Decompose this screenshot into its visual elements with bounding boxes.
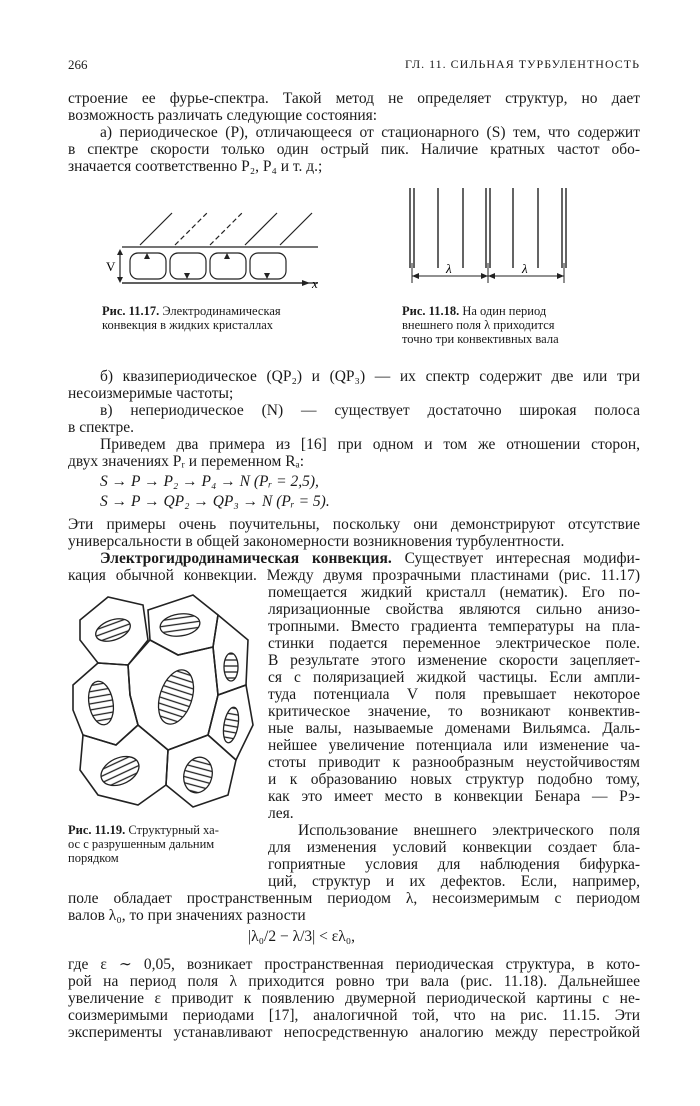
text-line: стоты приводит к разнообразным неустойчивостям <box>268 754 640 771</box>
text-line: гоприятные условия для наблюдения бифурка- <box>268 856 640 873</box>
text-line: значается соответственно P₂, P₄ и т. д.; <box>68 158 323 175</box>
text-line: б) квазипериодическое (QP₂) и (QP₃) — их спектр содержит две или три <box>100 368 640 385</box>
fig18-lambda-2: λ <box>522 261 528 276</box>
text-line: эксперименты устанавливают непосредственную аналогию между перестройкой <box>68 1024 640 1041</box>
text-line: поле обладает пространственным периодом λ, несоизмеримым с периодом <box>68 890 640 907</box>
text-line: помещается жидкий кристалл (нематик). Его по- <box>268 584 640 601</box>
text-line: стинки подается переменное электрическое поле. <box>268 635 640 652</box>
text-line: валов λ₀, то при значениях разности <box>68 907 306 924</box>
fig17-caption: Рис. 11.17. Электродинамическая конвекция в жидких кристаллах <box>102 304 281 332</box>
text-line: в) непериодическое (N) — существует достаточно широкая полоса <box>100 402 640 419</box>
fig17-label-v: V <box>106 259 116 274</box>
text-line: нейшее увеличение потенциала или изменение ча- <box>268 737 640 754</box>
text-line: где ε ∼ 0,05, возникает пространственная периодическая структура, в кото- <box>68 956 640 973</box>
text-line: двух значениях Pᵣ и переменном Rₐ: <box>68 453 305 470</box>
figure-11-19 <box>68 585 260 815</box>
text-line: и к образованию новых структур подобно тому, <box>268 771 640 788</box>
fig19-caption: Рис. 11.19. Структурный ха- ос с разрушенным дальним порядком <box>68 823 219 865</box>
text-line: ные валы, называемые доменами Вильямса. Даль- <box>268 720 640 737</box>
text-line: соизмеримыми периодами [17], аналогичной той, что на рис. 11.15. Эти <box>68 1007 640 1024</box>
text-line: лея. <box>268 805 294 822</box>
formula-line: |λ₀/2 − λ/3| < ελ₀, <box>248 928 356 945</box>
figure-11-17 <box>100 205 330 297</box>
fig17-label-x: x <box>312 276 318 291</box>
text-line: для изменения условий конвекции создает бла- <box>268 839 640 856</box>
section-heading: Электрогидродинамическая конвекция. <box>100 550 392 567</box>
text-line: универсальности в общей закономерности возникновения турбулентности. <box>68 533 565 550</box>
text-line: туда потенциала V поля превышает некоторое <box>268 686 640 703</box>
text-line: увеличение ε приводит к появлению двумерной периодической картины с не- <box>68 990 640 1007</box>
fig18-lambda-1: λ <box>446 261 452 276</box>
text-line: Эти примеры очень поучительны, поскольку они демонстрируют отсутствие <box>68 516 640 533</box>
text-line: Электрогидродинамическая конвекция. Существует интересная модифи- <box>100 550 640 567</box>
text-line: Приведем два примера из [16] при одном и том же отношении сторон, <box>100 436 640 453</box>
text-line: В результате этого изменение скорости зацепляет- <box>268 652 640 669</box>
text-line: Использование внешнего электрического поля <box>298 822 640 839</box>
text-line: в спектре скорости только один острый пик. Наличие кратных частот обо- <box>68 141 640 158</box>
running-header: ГЛ. 11. СИЛЬНАЯ ТУРБУЛЕНТНОСТЬ <box>404 57 640 71</box>
text-line: как это имеет место в конвекции Бенара — Рэ- <box>268 788 640 805</box>
text-line: кация обычной конвекции. Между двумя прозрачными пластинами (рис. 11.17) <box>68 567 640 584</box>
text-line: ляризационные свойства являются сильно анизо- <box>268 601 640 618</box>
figure-11-18 <box>400 183 580 293</box>
fig18-caption: Рис. 11.18. На один период внешнего поля λ приходится точно три конвективных вала <box>402 304 559 346</box>
page-number: 266 <box>68 57 88 72</box>
text-line: критическое значение, то возникают конвектив- <box>268 703 640 720</box>
text-line: рой на период поля λ приходится ровно три вала (рис. 11.18). Дальнейшее <box>68 973 640 990</box>
formula-line: S → P → QP₂ → QP₃ → N (Pᵣ = 5). <box>100 493 330 510</box>
text-line: а) периодическое (P), отличающееся от стационарного (S) тем, что содержит <box>100 124 640 141</box>
text-line: ся с поляризацией жидкой частицы. Если ампли- <box>268 669 640 686</box>
text-line: тропными. Вместо градиента температуры на пла- <box>268 618 640 635</box>
text-line: возможность различать следующие состояния: <box>68 107 378 124</box>
text-line: строение ее фурье-спектра. Такой метод не определяет структур, но дает <box>68 90 640 107</box>
text-line: несоизмеримые частоты; <box>68 385 234 402</box>
text-line: ций, структур и их дефектов. Если, например, <box>268 873 640 890</box>
formula-line: S → P → P₂ → P₄ → N (Pᵣ = 2,5), <box>100 473 319 490</box>
text-line: в спектре. <box>68 419 135 436</box>
